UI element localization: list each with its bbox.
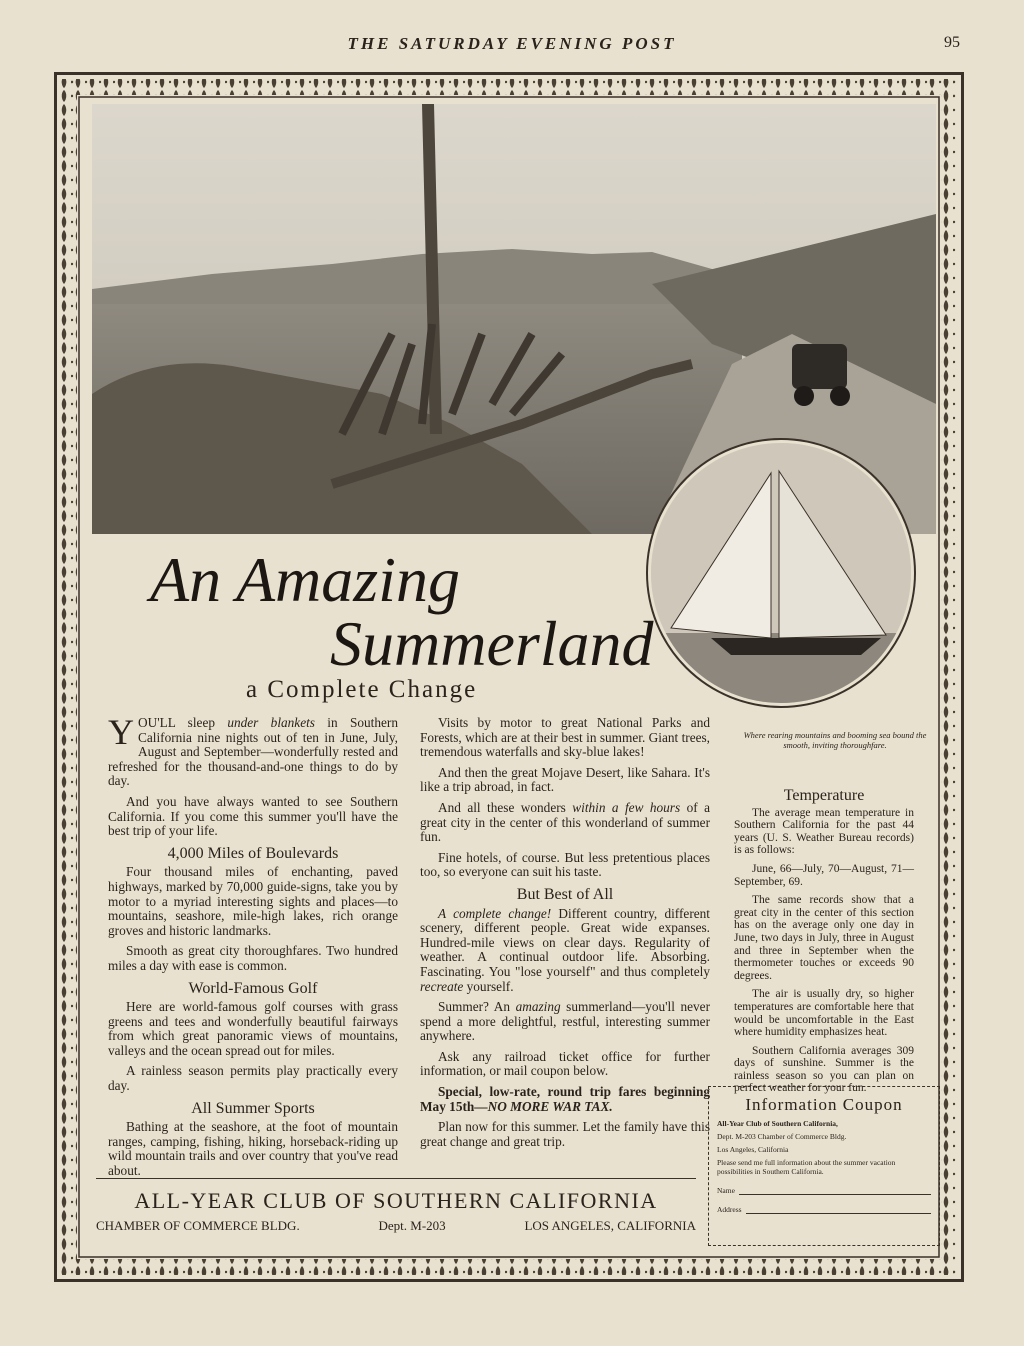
coupon-address-label: Address bbox=[717, 1205, 742, 1214]
paragraph: The same records show that a great city in the center of this section has on the average only one day in June, two days in July, three in August and three in September when the thermometer touches or exceeds 90 degrees. bbox=[734, 894, 914, 982]
paragraph: Bathing at the seashore, at the foot of mountain ranges, camping, fishing, hiking, horseback-riding up wild mountain trails and over country that you've read about. bbox=[108, 1119, 398, 1179]
signature-rule bbox=[96, 1178, 696, 1179]
club-name: ALL-YEAR CLUB OF SOUTHERN CALIFORNIA bbox=[134, 1188, 658, 1213]
coupon-title: Information Coupon bbox=[745, 1095, 903, 1114]
intro-paragraph: YOU'LL sleep under blankets in Southern California nine nights out of ten in June, July, August and September—wonderfully rested and refreshed for the thousand-and-one things to do by day. bbox=[108, 712, 398, 789]
headline-line-1: An Amazing bbox=[150, 544, 460, 615]
fares-notice: Special, low-rate, round trip fares beginning May 15th—NO MORE WAR TAX. bbox=[420, 1084, 710, 1114]
coupon-address-row bbox=[717, 1205, 931, 1214]
coupon-address-field[interactable] bbox=[746, 1205, 931, 1214]
coupon-name-label: Name bbox=[717, 1186, 735, 1195]
sailboat-photo bbox=[648, 440, 914, 706]
paragraph: Visits by motor to great National Parks and Forests, which are at their best in summer. Giant trees, tremendous waterfalls and sky-blue lakes! bbox=[420, 715, 710, 760]
article-column-1 bbox=[108, 712, 398, 1185]
paragraph: And then the great Mojave Desert, like Sahara. It's like a trip abroad, in fact. bbox=[420, 764, 710, 795]
paragraph: A rainless season permits play practically every day. bbox=[108, 1063, 398, 1094]
paragraph: Summer? An amazing summerland—you'll never spend a more delightful, restful, interesting summer anywhere. bbox=[420, 999, 710, 1044]
coupon-name-field[interactable] bbox=[739, 1186, 931, 1195]
photo-caption: Where rearing mountains and booming sea bound the smooth, inviting thoroughfare. bbox=[743, 730, 927, 750]
masthead: THE SATURDAY EVENING POST bbox=[347, 34, 677, 53]
club-address bbox=[96, 1218, 696, 1234]
article-column-2 bbox=[420, 716, 710, 1155]
paragraph: Fine hotels, of course. But less pretentious places too, so everyone can suit his taste. bbox=[420, 849, 710, 880]
section-heading: But Best of All bbox=[516, 885, 614, 903]
coupon-name-row bbox=[717, 1186, 931, 1195]
paragraph: The air is usually dry, so higher temperatures are comfortable here that would be uncomfortable in the East where humidity emphasizes heat. bbox=[734, 988, 914, 1039]
paragraph: Four thousand miles of enchanting, paved highways, marked by 70,000 guide-signs, take you by motor to a myriad interesting sights and places—to mountains, seashore, mile-high lakes, rich orange groves and historic landmarks. bbox=[108, 864, 398, 938]
coupon-address-2: Los Angeles, California bbox=[717, 1145, 789, 1154]
paragraph: And you have always wanted to see Southern California. If you come this summer you'll have the best trip of your life. bbox=[108, 793, 398, 839]
headline-line-2: Summerland bbox=[330, 608, 654, 679]
subheadline: a Complete Change bbox=[246, 676, 478, 703]
paragraph: And all these wonders within a few hours of a great city in the center of this wonderland of summer fun. bbox=[420, 799, 710, 845]
paragraph: Ask any railroad ticket office for further information, or mail coupon below. bbox=[420, 1048, 710, 1079]
coupon-request: Please send me full information about the summer vacation possibilities in Southern California. bbox=[717, 1158, 896, 1176]
page-header bbox=[0, 34, 1024, 64]
sailboat-illustration bbox=[651, 443, 911, 703]
section-heading: Temperature bbox=[783, 787, 865, 804]
paragraph: Southern California averages 309 days of sunshine. Summer is the rainless season so you can plan on perfect weather for your fun. bbox=[734, 1044, 914, 1095]
section-heading: World-Famous Golf bbox=[188, 979, 318, 997]
information-coupon bbox=[708, 1086, 940, 1246]
address-city: LOS ANGELES, CALIFORNIA bbox=[524, 1218, 696, 1233]
paragraph: Here are world-famous golf courses with grass greens and tees and wonderfully beautiful fairways from which great panoramic views of mountains, valleys and the ocean spread out for miles. bbox=[108, 999, 398, 1058]
paragraph: The average mean temperature in Southern California for the past 44 years (U. S. Weather Bureau records) is as follows: bbox=[734, 806, 914, 857]
paragraph: Smooth as great city thoroughfares. Two hundred miles a day with ease is common. bbox=[108, 943, 398, 973]
section-heading: All Summer Sports bbox=[191, 1099, 315, 1117]
drop-cap: Y bbox=[108, 712, 134, 752]
paragraph: Plan now for this summer. Let the family have this great change and great trip. bbox=[420, 1119, 710, 1149]
article-column-3 bbox=[734, 782, 914, 1101]
paragraph: June, 66—July, 70—August, 71—September, 69. bbox=[734, 862, 914, 888]
address-dept: Dept. M-203 bbox=[378, 1218, 446, 1233]
coupon-club: All-Year Club of Southern California, bbox=[717, 1119, 838, 1128]
page-number: 95 bbox=[944, 34, 960, 51]
section-heading: 4,000 Miles of Boulevards bbox=[167, 844, 339, 862]
coupon-address-1: Dept. M-203 Chamber of Commerce Bldg. bbox=[717, 1132, 847, 1141]
address-building: CHAMBER OF COMMERCE BLDG. bbox=[96, 1218, 300, 1233]
paragraph: A complete change! Different country, different scenery, different people. Great wide expanses. Hundred-mile views on clear days. Regularity of weather. A continual outdoor life. Absorbing. Fascinating. You "lose yourself" and thus completely recreate yourself. bbox=[420, 905, 710, 994]
